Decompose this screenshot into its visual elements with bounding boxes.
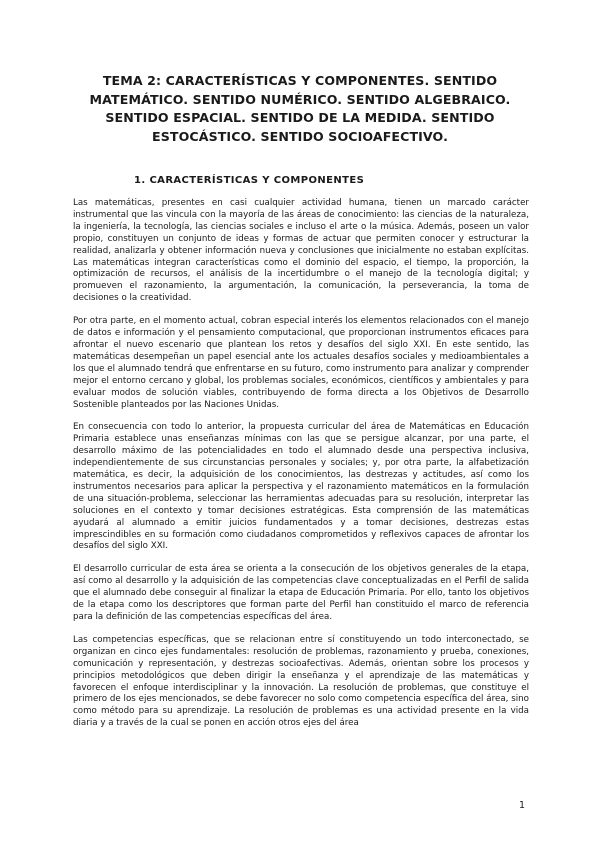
paragraph: El desarrollo curricular de esta área se orienta a la consecución de los objetivos generales de la etapa, así como al desarrollo y la adquisición de las competencias clave conceptualizadas en el Perfil de salida que el alumnado debe conseguir al finalizar la etapa de Educación Primaria. Por ello, tanto los objetivos de la etapa como los descriptores que forman parte del Perfil han constituido el marco de referencia para la definición de las competencias específicas del área. bbox=[73, 564, 529, 622]
paragraph: Las matemáticas, presentes en casi cualquier actividad humana, tienen un marcado carácter instrumental que las vincula con la mayoría de las áreas de conocimiento: las ciencias de la naturaleza, la ingeniería, la tecnología, las ciencias sociales e incluso el arte o la música. Además, poseen un valor propio, constituyen un conjunto de ideas y formas de actuar que permiten conocer y estructurar la realidad, analizarla y obtener información nueva y conclusiones que inicialmente no estaban explícitas. Las matemáticas integran características como el dominio del espacio, el tiempo, la proporción, la optimización de recursos, el análisis de la incertidumbre o el manejo de la tecnología digital; y promueven el razonamiento, la argumentación, la comunicación, la perseverancia, la toma de decisiones o la creatividad. bbox=[73, 198, 529, 304]
section-heading: 1. CARACTERÍSTICAS Y COMPONENTES bbox=[134, 175, 365, 186]
page-number: 1 bbox=[519, 800, 526, 811]
paragraph: Las competencias específicas, que se relacionan entre sí constituyendo un todo interconectado, se organizan en cinco ejes fundamentales: resolución de problemas, razonamiento y prueba, conexiones, comunicación y representación, y destrezas socioafectivas. Además, orientan sobre los procesos y principios metodológicos que deben dirigir la enseñanza y el aprendizaje de las matemáticas y favorecen el enfoque interdisciplinar y la innovación. La resolución de problemas, que constituye el primero de los ejes mencionados, se debe favorecer no solo como competencia específica del área, sino como método para su aprendizaje. La resolución de problemas es una actividad presente en la vida diaria y a través de la cual se ponen en acción otros ejes del área bbox=[73, 634, 529, 729]
document-title: TEMA 2: CARACTERÍSTICAS Y COMPONENTES. SENTIDO MATEMÁTICO. SENTIDO NUMÉRICO. SENTIDO ALGEBRAICO. SENTIDO ESPACIAL. SENTIDO DE LA MEDIDA. SENTIDO ESTOCÁSTICO. SENTIDO SOCIOAFECTIVO. bbox=[89, 73, 511, 144]
paragraph: En consecuencia con todo lo anterior, la propuesta curricular del área de Matemáticas en Educación Primaria establece unas enseñanzas mínimas con las que se persigue alcanzar, por una parte, el desarrollo máximo de las potencialidades en todo el alumnado desde una perspectiva inclusiva, independientemente de sus circunstancias personales y sociales; y, por otra parte, la alfabetización matemática, es decir, la adquisición de los conocimientos, las destrezas y actitudes, así como los instrumentos necesarios para aplicar la perspectiva y el razonamiento matemáticos en la formulación de una situación-problema, seleccionar las herramientas adecuadas para su resolución, interpretar las soluciones en el contexto y tomar decisiones estratégicas. Esta comprensión de las matemáticas ayudará al alumnado a emitir juicios fundamentados y a tomar decisiones, destrezas estas imprescindibles en su formación como ciudadanos comprometidos y reflexivos capaces de afrontar los desafíos del siglo XXI. bbox=[73, 422, 529, 552]
document-body bbox=[73, 198, 529, 741]
paragraph: Por otra parte, en el momento actual, cobran especial interés los elementos relacionados con el manejo de datos e información y el pensamiento computacional, que proporcionan instrumentos eficaces para afrontar el nuevo escenario que plantean los retos y desafíos del siglo XXI. En este sentido, las matemáticas desempeñan un papel esencial ante los actuales desafíos sociales y medioambientales a los que el alumnado tendrá que enfrentarse en su futuro, como instrumento para analizar y comprender mejor el entorno cercano y global, los problemas sociales, económicos, científicos y ambientales y para evaluar modos de solución viables, contribuyendo de forma directa a los Objetivos de Desarrollo Sostenible planteados por las Naciones Unidas. bbox=[73, 316, 529, 410]
